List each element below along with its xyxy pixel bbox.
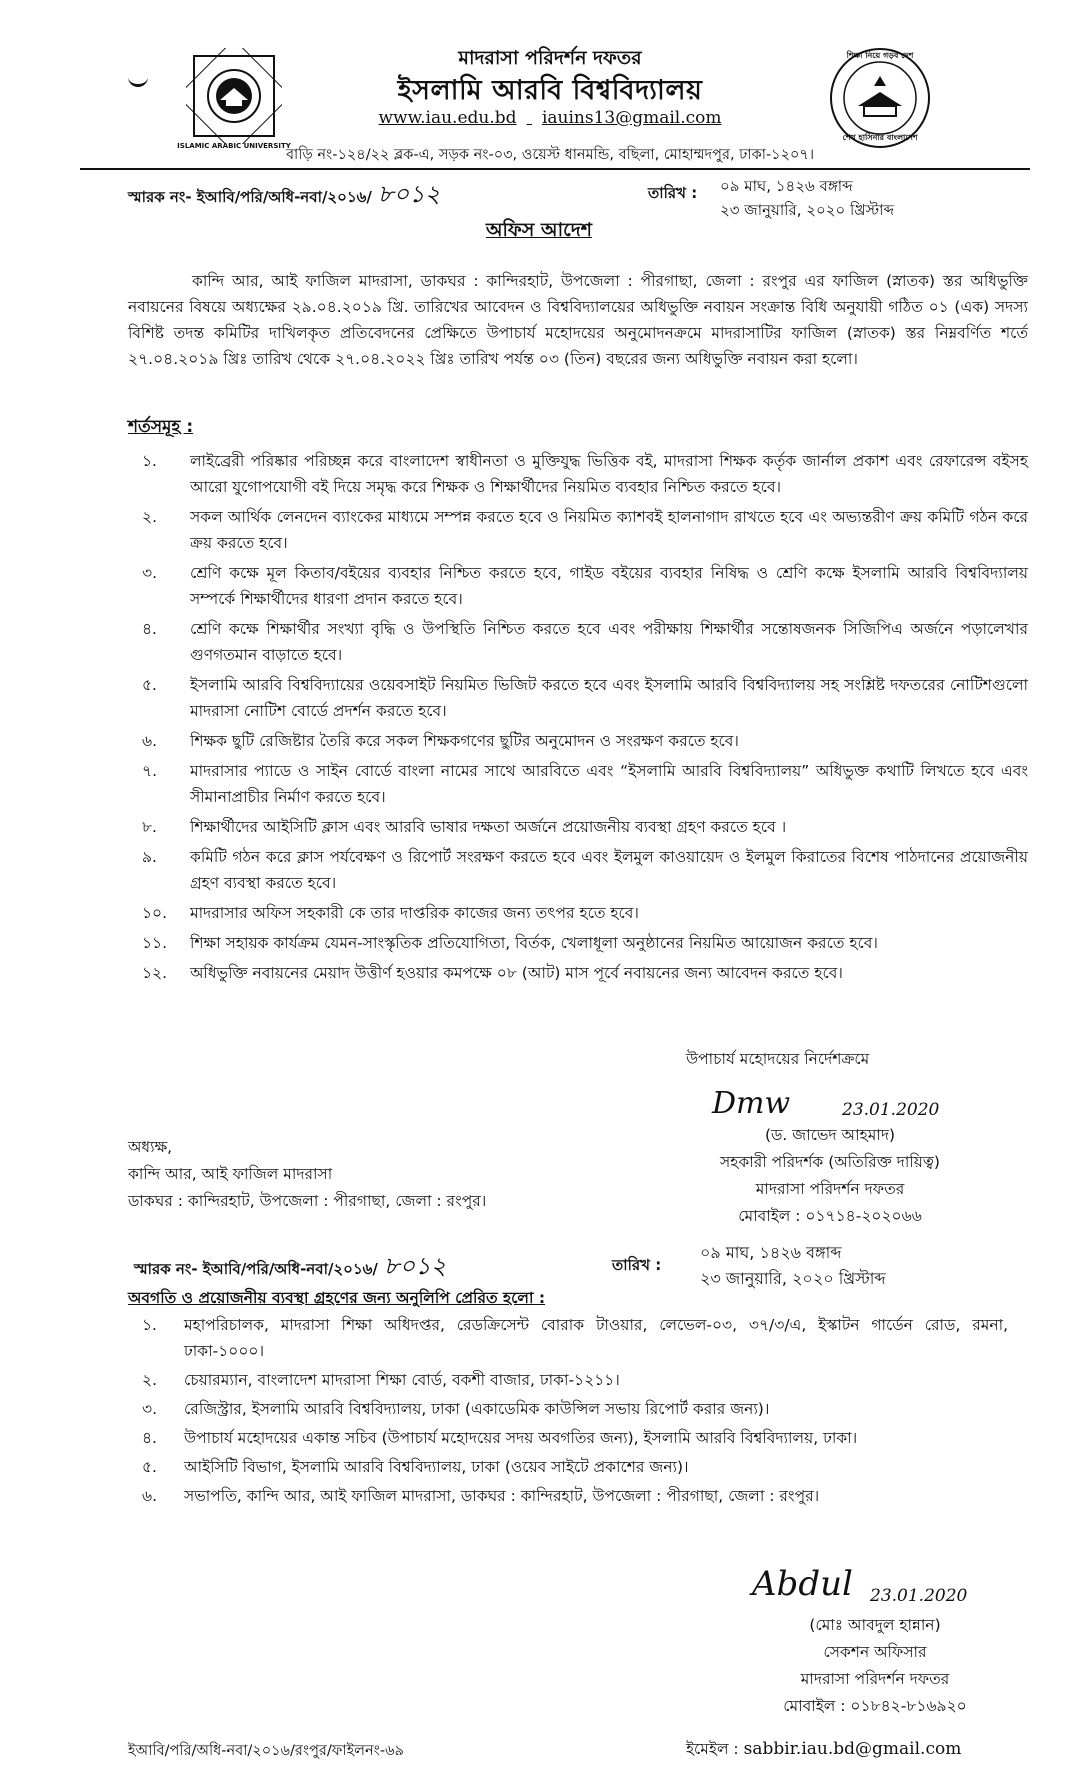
signatory-2-block (720, 1612, 1030, 1720)
date-english: ২৩ জানুয়ারি, ২০২০ খ্রিস্টাব্দ (720, 201, 894, 219)
condition-item (128, 814, 1028, 840)
signature-1: Dmw (712, 1086, 791, 1121)
reference-number-2 (134, 1248, 446, 1288)
recipient-title: অধ্যক্ষ, (128, 1138, 173, 1156)
cc-item-text: মহাপরিচালক, মাদরাসা শিক্ষা অধিদপ্তর, রেডক্রিসেন্ট বোরাক টাওয়ার, লেভেল-০৩, ৩৭/৩/এ, ইস্কাটন গার্ডেন রোড, রমনা, ঢাকা-১০০০। (184, 1316, 1008, 1360)
condition-item (128, 930, 1028, 956)
email-link[interactable]: iauins13@gmail.com (541, 108, 722, 128)
cc-item-number: ৫. (142, 1458, 157, 1476)
file-reference: ইআবি/পরি/অধি-নবা/২০১৬/রংপুর/ফাইলনং-৬৯ (128, 1743, 404, 1759)
recipient-address: ডাকঘর : কান্দিরহাট, উপজেলা : পীরগাছা, জেলা : রংপুর। (128, 1192, 487, 1210)
condition-item-number: ২. (142, 508, 158, 526)
condition-item-number: ৪. (142, 620, 157, 638)
condition-item (128, 728, 1028, 754)
condition-item-number: ১. (142, 452, 157, 470)
date-label-2: তারিখ : (612, 1256, 662, 1274)
condition-item-text: মাদরাসার প্যাডে ও সাইন বোর্ডে বাংলা নামের সাথে আরবিতে এবং “ইসলামি আরবি বিশ্ববিদ্যালয়” অধিভুক্ত কথাটি লিখতে হবে এবং সীমানাপ্রাচীর নির্মাণ করতে হবে। (190, 762, 1028, 806)
conditions-heading: শর্তসমূহ : (128, 417, 194, 437)
cc-item-number: ৪. (142, 1429, 157, 1447)
date-bangla-2: ০৯ মাঘ, ১৪২৬ বঙ্গাব্দ (700, 1243, 842, 1262)
condition-item-number: ৮. (142, 818, 157, 836)
cc-item-text: রেজিস্ট্রার, ইসলামি আরবি বিশ্ববিদ্যালয়, ঢাকা (একাডেমিক কাউন্সিল সভায় রিপোর্ট করার জন্য)। (184, 1400, 770, 1418)
condition-item (128, 900, 1028, 926)
signature-2: Abdul (752, 1564, 853, 1604)
condition-item-text: শ্রেণি কক্ষে মূল কিতাব/বইয়ের ব্যবহার নিশ্চিত করতে হবে, গাইড বইয়ের ব্যবহার নিষিদ্ধ ও শ্রেণি কক্ষে ইসলামি আরবি বিশ্ববিদ্যালয় সম্পর্কে শিক্ষার্থীদের ধারণা প্রদান করতে হবে। (190, 564, 1028, 608)
signatory-2-email[interactable]: sabbir.iau.bd@gmail.com (743, 1739, 962, 1759)
cc-item-text: চেয়ারম্যান, বাংলাদেশ মাদরাসা শিক্ষা বোর্ড, বকশী বাজার, ঢাকা-১২১১। (184, 1371, 620, 1389)
signature-1-date: 23.01.2020 (842, 1100, 940, 1120)
signatory-1-block (660, 1122, 1000, 1230)
cc-list (128, 1312, 1008, 1512)
condition-item-text: শিক্ষক ছুটি রেজিষ্টার তৈরি করে সকল শিক্ষকগণের ছুটির অনুমোদন ও সংরক্ষণ করতে হবে। (190, 732, 739, 750)
condition-item-text: সকল আর্থিক লেনদেন ব্যাংকের মাধ্যমে সম্পন্ন করতে হবে ও নিয়মিত ক্যাশবই হালনাগাদ রাখতে হবে এং অভ্যন্তরীণ ক্রয় কমিটি গঠন করে ক্রয় করতে হবে। (190, 508, 1028, 552)
condition-item (128, 758, 1028, 810)
cc-heading: অবগতি ও প্রয়োজনীয় ব্যবস্থা গ্রহণের জন্য অনুলিপি প্রেরিত হলো : (128, 1289, 546, 1307)
logo-caption: ISLAMIC ARABIC UNIVERSITY (177, 142, 291, 150)
signatory-1-mobile: মোবাইল : ০১৭১৪-২০২০৬৬ (738, 1207, 922, 1225)
signatory-2-name: (মোঃ আবদুল হান্নান) (809, 1616, 941, 1634)
condition-item-number: ৩. (142, 564, 158, 582)
condition-item-number: ৭. (142, 762, 158, 780)
emblem-top-text: শিক্ষা নিয়ে গড়ব দেশ (846, 51, 914, 60)
cc-item-number: ৩. (142, 1400, 158, 1418)
reference-handwritten-number-2: ৮০১২ (383, 1252, 447, 1280)
document-title-text: অফিস আদেশ (486, 219, 592, 241)
condition-item-number: ১২. (142, 964, 168, 982)
condition-item (128, 448, 1028, 500)
date-label: তারিখ : (648, 184, 698, 202)
recipient-institution: কান্দি আর, আই ফাজিল মাদরাসা (128, 1165, 333, 1183)
signatory-2-office: মাদরাসা পরিদর্শন দফতর (800, 1670, 950, 1688)
office-name: মাদরাসা পরিদর্শন দফতর (458, 47, 642, 69)
directive-line: উপাচার্য মহোদয়ের নির্দেশক্রমে (686, 1050, 870, 1068)
university-logo (186, 48, 282, 144)
header-divider (80, 168, 1030, 170)
reference-number (128, 176, 440, 216)
date-bangla: ০৯ মাঘ, ১৪২৬ বঙ্গাব্দ (720, 177, 853, 195)
university-name: ইসলামি আরবি বিশ্ববিদ্যালয় (397, 75, 703, 106)
document-title (0, 216, 1078, 248)
email-label: ইমেইল : (686, 1740, 739, 1758)
cc-item (128, 1312, 1008, 1364)
cc-item (128, 1425, 1008, 1451)
cc-item-text: উপাচার্য মহোদয়ের একান্ত সচিব (উপাচার্য মহোদয়ের সদয় অবগতির জন্য), ইসলামি আরবি বিশ্ববিদ্যালয়, ঢাকা। (184, 1429, 858, 1447)
signatory-1-name: (ড. জাভেদ আহমাদ) (764, 1126, 896, 1144)
order-body: কান্দি আর, আই ফাজিল মাদরাসা, ডাকঘর : কান্দিরহাট, উপজেলা : পীরগাছা, জেলা : রংপুর এর ফাজিল (স্নাতক) স্তর অধিভুক্তি নবায়নের বিষয়ে অধ্যক্ষের ২৯.০৪.২০১৯ খ্রি. তারিখের আবেদন ও বিশ্ববিদ্যালয়ের অধিভুক্তি নবায়ন সংক্রান্ত বিধি অনুযায়ী গঠিত ০১ (এক) সদস্য বিশিষ্ট তদন্ত কমিটির দাখিলকৃত প্রতিবেদনের প্রেক্ষিতে উপাচার্য মহোদয়ের অনুমোদনক্রমে মাদরাসাটির ফাজিল (স্নাতক) স্তর নিম্নবর্ণিত শর্তে ২৭.০৪.২০১৯ খ্রিঃ তারিখ থেকে ২৭.০৪.২০২২ খ্রিঃ তারিখ পর্যন্ত ০৩ (তিন) বছরের জন্য অধিভুক্তি নবায়ন করা হলো। (128, 272, 1028, 368)
cc-item-number: ৬. (142, 1487, 158, 1505)
condition-item-text: লাইব্রেরী পরিষ্কার পরিচ্ছন্ন করে বাংলাদেশ স্বাধীনতা ও মুক্তিযুদ্ধ ভিত্তিক বই, মাদরাসা শিক্ষক কর্তৃক জার্নাল প্রকাশ এবং রেফারেন্স বইসহ আরো যুগোপযোগী বই দিয়ে সমৃদ্ধ করে শিক্ষক ও শিক্ষার্থীদের নিয়মিত ব্যবহার নিশ্চিত করতে হবে। (190, 452, 1028, 496)
condition-item (128, 560, 1028, 612)
conditions-list (128, 448, 1028, 990)
condition-item-text: শ্রেণি কক্ষে শিক্ষার্থীর সংখ্যা বৃদ্ধি ও উপস্থিতি নিশ্চিত করতে হবে এবং পরীক্ষায় শিক্ষার্থীর সন্তোষজনক সিজিপিএ অর্জনে পড়ালেখার গুণগতমান বাড়াতে হবে। (190, 620, 1028, 664)
reference-label: স্মারক নং- ইআবি/পরি/অধি-নবা/২০১৬/ (128, 188, 372, 206)
condition-item (128, 960, 1028, 986)
emblem-bottom-text: শেখ হাসিনার বাংলাদেশ (842, 133, 918, 142)
date-block (720, 174, 894, 222)
condition-item-text: ইসলামি আরবি বিশ্ববিদ্যায়ের ওয়েবসাইট নিয়মিত ভিজিট করতে হবে এবং ইসলামি আরবি বিশ্ববিদ্যালয় সহ সংশ্লিষ্ট দফতরের নোটিশগুলো মাদরাসা নোটিশ বোর্ডে প্রদর্শন করতে হবে। (190, 676, 1028, 720)
cc-item-text: আইসিটি বিভাগ, ইসলামি আরবি বিশ্ববিদ্যালয়, ঢাকা (ওয়েব সাইটে প্রকাশের জন্য)। (184, 1458, 689, 1476)
signatory-1-designation: সহকারী পরিদর্শক (অতিরিক্ত দায়িত্ব) (720, 1153, 940, 1171)
reference-label-2: স্মারক নং- ইআবি/পরি/অধি-নবা/২০১৬/ (134, 1260, 378, 1278)
reference-handwritten-number: ৮০১২ (377, 180, 441, 208)
condition-item (128, 672, 1028, 724)
condition-item-number: ১১. (142, 934, 168, 952)
cc-item-number: ২. (142, 1371, 158, 1389)
condition-item-number: ৬. (142, 732, 158, 750)
cc-item (128, 1454, 1008, 1480)
website-link[interactable]: www.iau.edu.bd (378, 108, 517, 128)
condition-item-number: ৯. (142, 848, 157, 866)
condition-item-text: অধিভুক্তি নবায়নের মেয়াদ উত্তীর্ণ হওয়ার কমপক্ষে ০৮ (আট) মাস পূর্বে নবায়নের জন্য আবেদন করতে হবে। (190, 964, 843, 982)
condition-item (128, 616, 1028, 668)
cc-item-text: সভাপতি, কান্দি আর, আই ফাজিল মাদরাসা, ডাকঘর : কান্দিরহাট, উপজেলা : পীরগাছা, জেলা : রংপুর। (184, 1487, 820, 1505)
condition-item-number: ১০. (142, 904, 168, 922)
cc-item (128, 1367, 1008, 1393)
signatory-2-email-line (686, 1736, 961, 1763)
contact-line (300, 108, 800, 128)
condition-item-text: শিক্ষা সহায়ক কার্যক্রম যেমন-সাংস্কৃতিক প্রতিযোগিতা, বির্তক, খেলাধূলা অনুষ্ঠানের নিয়মিত আয়োজন করতে হবে। (190, 934, 878, 952)
condition-item-text: কমিটি গঠন করে ক্লাস পর্যবেক্ষণ ও রিপোর্ট সংরক্ষণ করতে হবে এবং ইলমুল কাওয়ায়েদ ও ইলমুল কিরাতের বিশেষ পাঠদানের প্রয়োজনীয় গ্রহণ ব্যবস্থা করতে হবে। (190, 848, 1028, 892)
signature-2-date: 23.01.2020 (870, 1586, 968, 1606)
recipient-block (128, 1134, 486, 1215)
cc-item (128, 1483, 1008, 1509)
condition-item-number: ৫. (142, 676, 157, 694)
condition-item (128, 504, 1028, 556)
decorative-mark (128, 72, 148, 87)
condition-item-text: মাদরাসার অফিস সহকারী কে তার দাপ্তরিক কাজের জন্য তৎপর হতে হবে। (190, 904, 639, 922)
signatory-2-mobile: মোবাইল : ০১৮৪২-৮১৬৯২০ (783, 1697, 967, 1715)
condition-item-text: শিক্ষার্থীদের আইসিটি ক্লাস এবং আরবি ভাষার দক্ষতা অর্জনে প্রয়োজনীয় ব্যবস্থা গ্রহণ করতে হবে । (190, 818, 787, 836)
signatory-1-office: মাদরাসা পরিদর্শন দফতর (755, 1180, 905, 1198)
cc-item-number: ১. (142, 1316, 157, 1334)
address-line: বাড়ি নং-১২৪/২২ ব্লক-এ, সড়ক নং-০৩, ওয়েস্ট ধানমন্ডি, বছিলা, মোহাম্মদপুর, ঢাকা-১২০৭। (285, 147, 815, 163)
condition-item (128, 844, 1028, 896)
signatory-2-designation: সেকশন অফিসার (823, 1643, 927, 1661)
cc-item (128, 1396, 1008, 1422)
date-english-2: ২৩ জানুয়ারি, ২০২০ খ্রিস্টাব্দ (700, 1269, 886, 1288)
date-block-2 (700, 1240, 886, 1292)
